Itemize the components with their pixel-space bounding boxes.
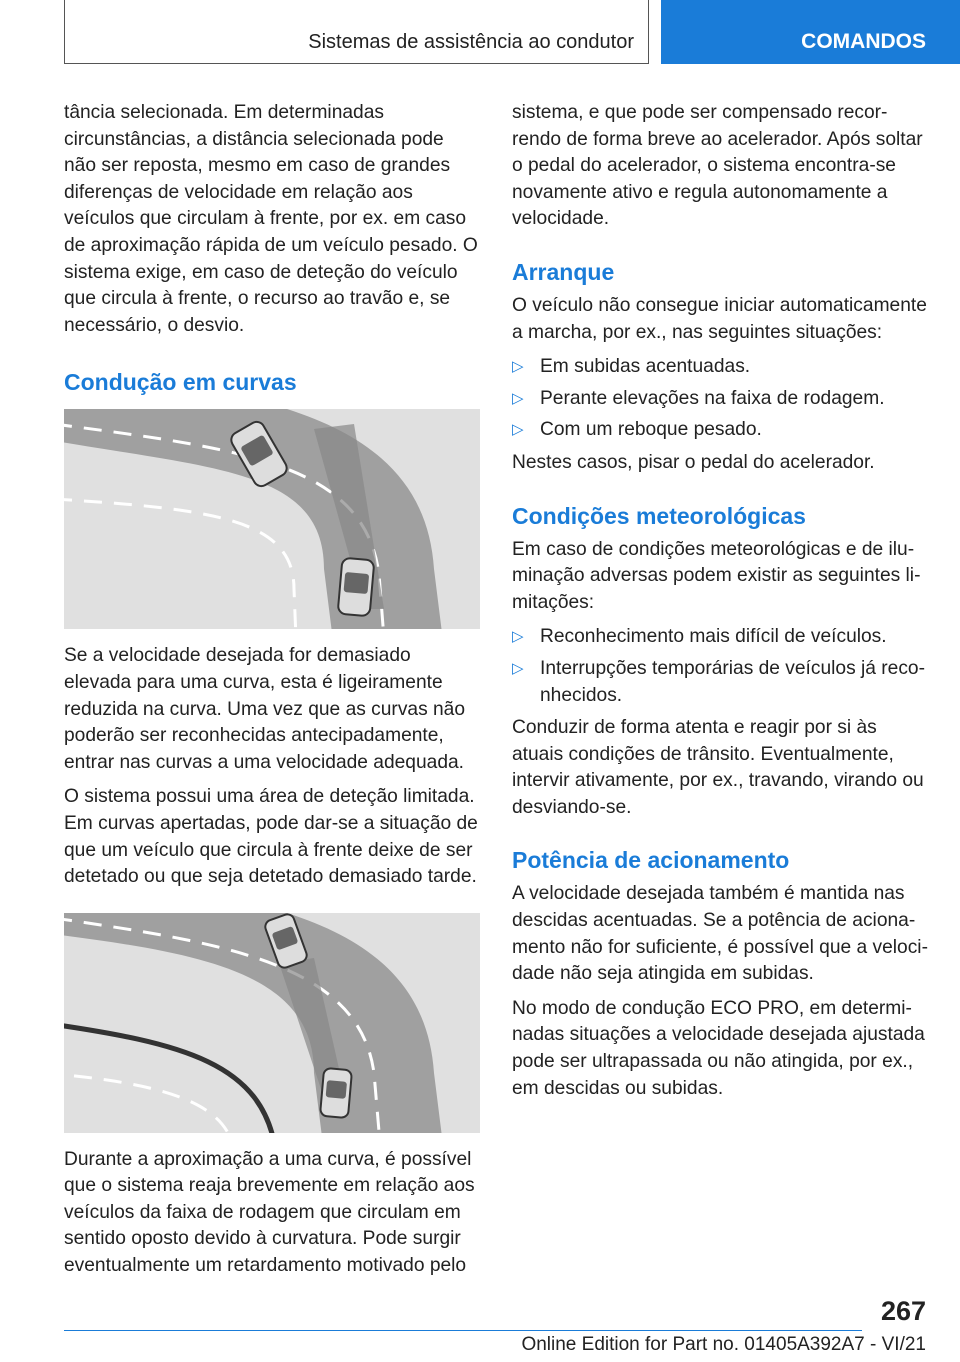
triangle-bullet-icon: ▷ [512, 659, 524, 677]
paragraph: O veículo não consegue iniciar automaticamente a marcha, por ex., nas seguintes situações: [512, 294, 927, 343]
curve-illustration-2 [64, 913, 480, 1133]
footer-divider [64, 1330, 862, 1331]
lane-marking [64, 1073, 234, 1133]
triangle-bullet-icon: ▷ [512, 358, 524, 376]
footer-edition: Online Edition for Part no. 01405A392A7 - VI/21 [521, 1334, 926, 1355]
heading-meteo: Condições meteorológicas [512, 502, 806, 529]
list-item: ▷ Com um reboque pesado. [512, 417, 928, 444]
left-column [64, 100, 480, 1288]
chapter-header [64, 0, 649, 64]
chapter-title: Sistemas de assistência ao condutor [308, 31, 634, 53]
paragraph: A velocidade desejada também é mantida nas descidas acentuadas. Se a potência de acionamento não for suficiente, é possível que a velocidade não seja atingida em subidas. [512, 883, 928, 985]
paragraph: Nestes casos, pisar o pedal do acelerador. [512, 451, 875, 473]
road-edge [64, 1023, 276, 1133]
list-item: ▷ Interrupções temporárias de veículos já reconhecidos. [512, 657, 925, 706]
right-column [512, 100, 928, 1110]
lane-marking [64, 499, 296, 629]
list-item: ▷ Reconhecimento mais difícil de veículos. [512, 624, 928, 651]
heading-potencia: Potência de acionamento [512, 847, 790, 874]
section-tab[interactable] [661, 0, 960, 64]
triangle-bullet-icon: ▷ [512, 421, 524, 439]
list-item: ▷ Perante elevações na faixa de rodagem. [512, 386, 928, 413]
curve-illustration-1 [64, 409, 480, 629]
page-number: 267 [880, 1296, 926, 1326]
curve-diagram [64, 913, 480, 1133]
triangle-bullet-icon: ▷ [512, 389, 524, 407]
section-title: COMANDOS [801, 30, 926, 53]
paragraph: sistema, e que pode ser compensado recorrendo de forma breve ao acelerador. Após soltar o pedal do acelerador, o sistema encontra-se novamente ativo e regula autonomamente a velocidade. [512, 102, 923, 230]
heading-curves: Condução em curvas [64, 369, 297, 396]
paragraph: tância selecionada. Em determinadas circunstâncias, a distância selecionada pode não ser reposta, mesmo em caso de grandes diferenças de velocidade em relação aos veículos que circulam à frente, por ex. em caso de aproximação rápida de um veículo pesado. O sistema exige, em caso de deteção do veículo que circula à frente, o recurso ao travão e, se necessário, o desvio. [64, 102, 478, 336]
bullet-list [512, 624, 928, 709]
triangle-bullet-icon: ▷ [512, 628, 524, 646]
car-icon [320, 1068, 352, 1118]
paragraph: Durante a aproximação a uma curva, é possível que o sistema reaja brevemente em relação aos veículos da faixa de rodagem que circulam em sentido oposto devido à curvatura. Pode surgir eventualmente um retardamento motivado pelo [64, 1148, 475, 1277]
paragraph: O sistema possui uma área de deteção limitada. Em curvas apertadas, pode dar-se a situação de que um veículo que circula à frente deixe de ser detetado ou que seja detetado demasiado tarde. [64, 786, 478, 888]
paragraph: Em caso de condições meteorológicas e de iluminação adversas podem existir as seguintes limitações: [512, 538, 921, 613]
paragraph: Se a velocidade desejada for demasiado elevada para uma curva, esta é ligeiramente reduzida na curva. Uma vez que as curvas não poderão ser reconhecidas antecipadamente, entrar nas curvas a uma velocidade adequada. [64, 645, 466, 773]
bullet-list [512, 354, 928, 444]
paragraph: No modo de condução ECO PRO, em determinadas situações a velocidade desejada ajustada pode ser ultrapassada ou não atingida, por ex., em descidas ou subidas. [512, 997, 925, 1099]
list-item: ▷ Em subidas acentuadas. [512, 354, 928, 381]
paragraph: Conduzir de forma atenta e reagir por si às atuais condições de trânsito. Eventualmente, intervir ativamente, por ex., travando, virando ou desviando-se. [512, 717, 924, 818]
car-icon [338, 558, 375, 617]
curve-diagram [64, 409, 480, 629]
heading-arranque: Arranque [512, 258, 615, 285]
